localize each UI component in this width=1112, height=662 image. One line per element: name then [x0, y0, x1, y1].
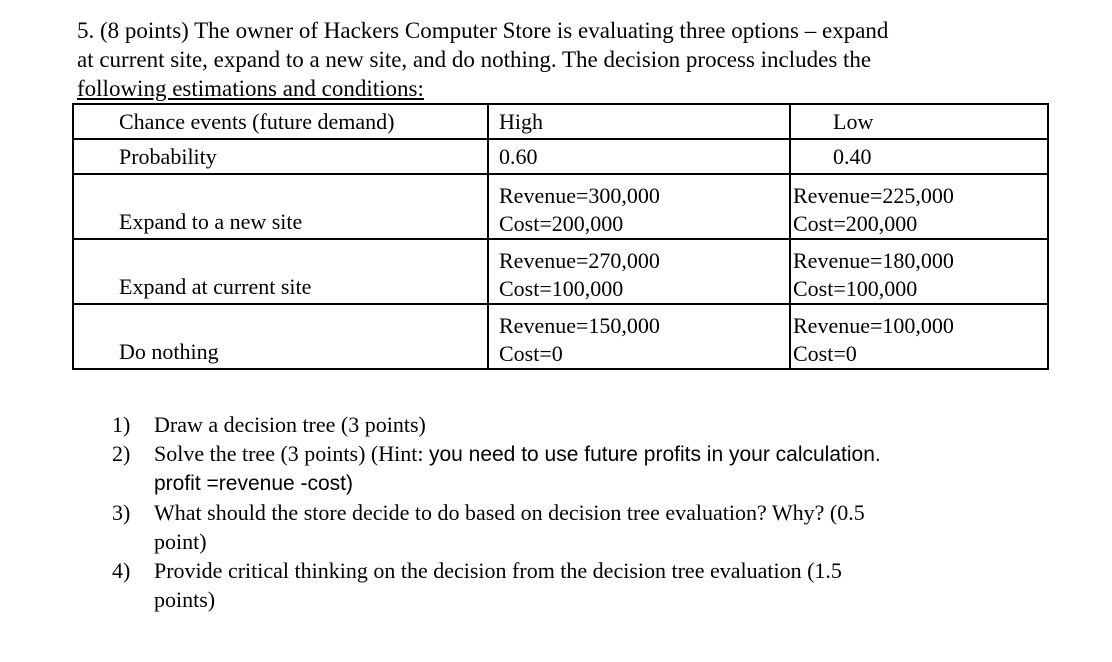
low-cost: Cost=100,000: [793, 276, 918, 301]
low-outcome: [790, 239, 1048, 304]
question-text-continued: point): [154, 529, 207, 554]
intro-line-1: 5. (8 points) The owner of Hackers Computer Store is evaluating three options – expand: [77, 18, 889, 43]
problem-intro: [77, 16, 1077, 103]
probability-label: Probability: [73, 139, 488, 174]
header-chance-events: Chance events (future demand): [73, 104, 488, 139]
list-item: [112, 556, 1072, 614]
high-cost: Cost=200,000: [499, 211, 624, 236]
question-text-continued: profit =revenue -cost): [154, 472, 354, 495]
low-revenue: Revenue=225,000: [793, 183, 954, 208]
probability-low: 0.40: [790, 139, 1048, 174]
high-cost: Cost=0: [499, 341, 563, 366]
question-text: [154, 439, 1072, 469]
intro-line-2: at current site, expand to a new site, and do nothing. The decision process includes the: [77, 47, 872, 72]
question-text: Provide critical thinking on the decision from the decision tree evaluation (1.5: [154, 558, 842, 583]
high-revenue: Revenue=270,000: [499, 248, 660, 273]
high-revenue: Revenue=300,000: [499, 183, 660, 208]
low-revenue: Revenue=100,000: [793, 313, 954, 338]
question-number: 3): [112, 500, 131, 525]
intro-line-3: following estimations and conditions:: [77, 76, 424, 101]
high-cost: Cost=100,000: [499, 276, 624, 301]
high-outcome: [488, 239, 790, 304]
table-row: [73, 174, 1048, 239]
question-hint-text: you need to use future profits in your calculation.: [428, 443, 881, 466]
question-list: [112, 410, 1072, 614]
list-item: [112, 410, 1072, 439]
list-item: [112, 498, 1072, 556]
list-item: [112, 439, 1072, 498]
options-table: [72, 103, 1049, 370]
question-number: 1): [112, 412, 131, 437]
high-outcome: [488, 304, 790, 369]
question-text-serif: Solve the tree (3 points) (Hint:: [154, 441, 429, 466]
header-high: High: [488, 104, 790, 139]
high-outcome: [488, 174, 790, 239]
probability-high: 0.60: [488, 139, 790, 174]
question-number: 4): [112, 558, 131, 583]
table-header-row: [73, 104, 1048, 139]
low-outcome: [790, 304, 1048, 369]
low-outcome: [790, 174, 1048, 239]
table-row: [73, 304, 1048, 369]
low-cost: Cost=0: [793, 341, 857, 366]
option-label: Expand to a new site: [73, 174, 488, 239]
option-label: Expand at current site: [73, 239, 488, 304]
option-label: Do nothing: [73, 304, 488, 369]
low-cost: Cost=200,000: [793, 211, 918, 236]
question-number: 2): [112, 441, 131, 466]
question-text: What should the store decide to do based on decision tree evaluation? Why? (0.5: [154, 500, 865, 525]
high-revenue: Revenue=150,000: [499, 313, 660, 338]
probability-row: [73, 139, 1048, 174]
table-row: [73, 239, 1048, 304]
header-low: Low: [790, 104, 1048, 139]
question-text-continued: points): [154, 587, 216, 612]
low-revenue: Revenue=180,000: [793, 248, 954, 273]
question-text: Draw a decision tree (3 points): [154, 412, 426, 437]
